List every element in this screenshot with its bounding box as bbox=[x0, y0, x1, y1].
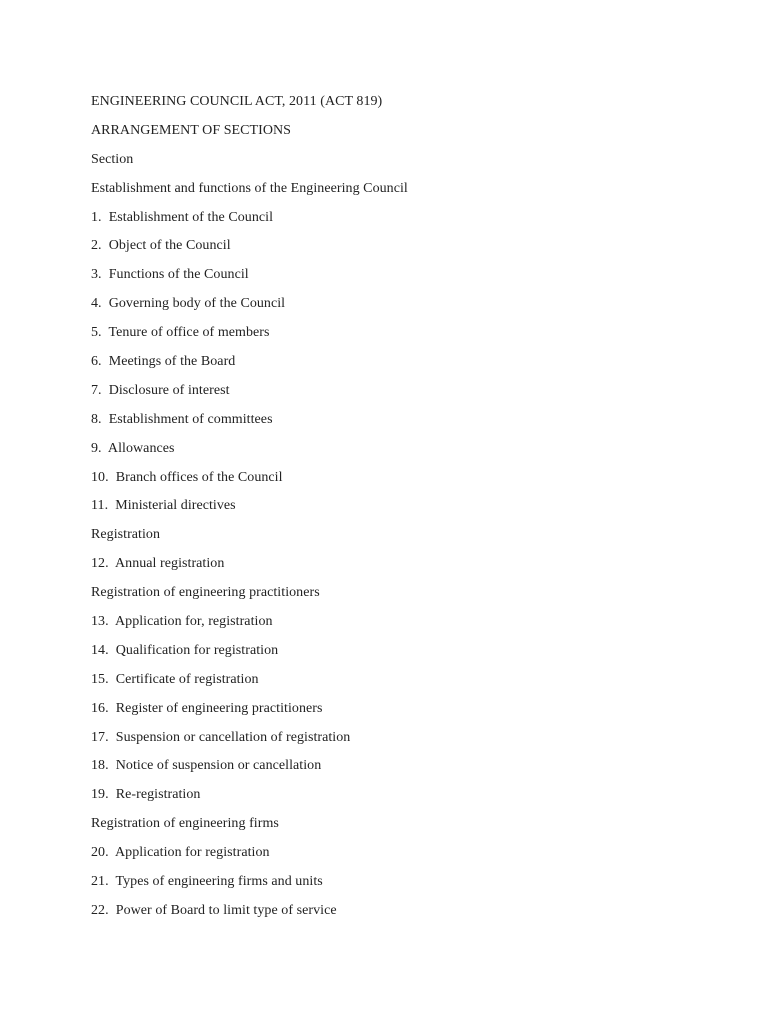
document-lines bbox=[91, 91, 408, 929]
section-item: 22. Power of Board to limit type of service bbox=[91, 902, 337, 918]
section-item: 5. Tenure of office of members bbox=[91, 325, 270, 341]
section-item: 2. Object of the Council bbox=[91, 238, 231, 254]
section-label: Section bbox=[91, 151, 134, 167]
section-item: 13. Application for, registration bbox=[91, 614, 273, 630]
section-item: 14. Qualification for registration bbox=[91, 642, 279, 658]
arrangement-heading: ARRANGEMENT OF SECTIONS bbox=[91, 122, 292, 138]
part-heading: Registration of engineering firms bbox=[91, 816, 279, 832]
section-item: 7. Disclosure of interest bbox=[91, 382, 230, 398]
section-item: 12. Annual registration bbox=[91, 556, 225, 572]
section-item: 9. Allowances bbox=[91, 440, 175, 456]
section-item: 18. Notice of suspension or cancellation bbox=[91, 758, 322, 774]
section-item: 15. Certificate of registration bbox=[91, 671, 259, 687]
section-item: 1. Establishment of the Council bbox=[91, 209, 274, 225]
section-item: 20. Application for registration bbox=[91, 845, 270, 861]
section-item: 8. Establishment of committees bbox=[91, 411, 273, 427]
section-item: 4. Governing body of the Council bbox=[91, 296, 286, 312]
section-item: 3. Functions of the Council bbox=[91, 267, 249, 283]
section-item: 11. Ministerial directives bbox=[91, 498, 236, 514]
part-heading: Registration of engineering practitioners bbox=[91, 585, 320, 601]
document-title: ENGINEERING COUNCIL ACT, 2011 (ACT 819) bbox=[91, 94, 383, 109]
section-item: 21. Types of engineering firms and units bbox=[91, 874, 323, 890]
section-item: 19. Re-registration bbox=[91, 787, 201, 803]
section-item: 10. Branch offices of the Council bbox=[91, 469, 283, 485]
part-heading: Establishment and functions of the Engineering Council bbox=[91, 180, 408, 196]
section-item: 17. Suspension or cancellation of registration bbox=[91, 729, 351, 745]
section-item: 6. Meetings of the Board bbox=[91, 354, 236, 370]
section-item: 16. Register of engineering practitioners bbox=[91, 700, 323, 716]
part-heading: Registration bbox=[91, 527, 161, 543]
